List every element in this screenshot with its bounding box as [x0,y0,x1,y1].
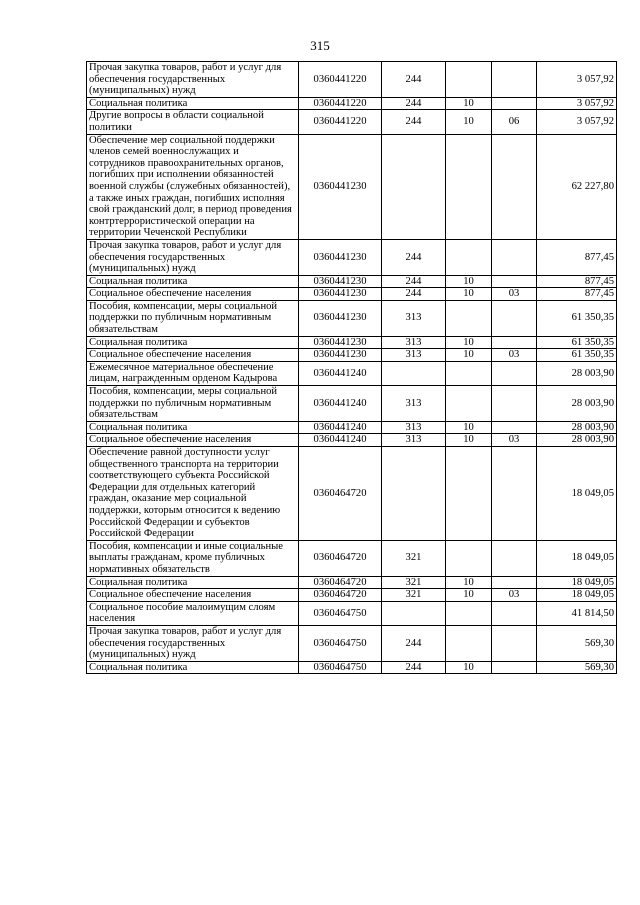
table-row [87,386,617,422]
expense-type-cell [382,601,446,625]
subsection-cell: 03 [492,349,537,362]
expense-type-cell: 313 [382,300,446,336]
amount-cell: 877,45 [537,288,617,301]
name-cell: Социальное обеспечение населения [87,434,299,447]
amount-cell: 61 350,35 [537,349,617,362]
target-code-cell: 0360441240 [299,421,382,434]
expense-type-cell: 321 [382,540,446,576]
section-cell [446,300,492,336]
table-row [87,361,617,385]
target-code-cell: 0360441220 [299,62,382,98]
name-cell: Социальное обеспечение населения [87,589,299,602]
expense-type-cell: 244 [382,625,446,661]
section-cell [446,361,492,385]
name-cell: Прочая закупка товаров, работ и услуг для обеспечения государственных (муниципальных) нужд [87,625,299,661]
amount-cell: 3 057,92 [537,62,617,98]
target-code-cell: 0360441220 [299,97,382,110]
subsection-cell [492,625,537,661]
name-cell: Прочая закупка товаров, работ и услуг для обеспечения государственных (муниципальных) нужд [87,62,299,98]
section-cell [446,540,492,576]
expense-type-cell: 244 [382,661,446,674]
name-cell: Социальная политика [87,421,299,434]
amount-cell: 28 003,90 [537,434,617,447]
table-row [87,625,617,661]
amount-cell: 62 227,80 [537,134,617,239]
subsection-cell [492,386,537,422]
expense-type-cell: 313 [382,349,446,362]
name-cell: Социальная политика [87,336,299,349]
section-cell [446,62,492,98]
amount-cell: 41 814,50 [537,601,617,625]
name-cell: Прочая закупка товаров, работ и услуг для обеспечения государственных (муниципальных) нужд [87,239,299,275]
target-code-cell: 0360464720 [299,540,382,576]
amount-cell: 28 003,90 [537,421,617,434]
amount-cell: 569,30 [537,625,617,661]
name-cell: Другие вопросы в области социальной политики [87,110,299,134]
section-cell: 10 [446,288,492,301]
expense-type-cell: 313 [382,386,446,422]
expense-type-cell: 313 [382,336,446,349]
name-cell: Социальное пособие малоимущим слоям населения [87,601,299,625]
expense-type-cell: 313 [382,421,446,434]
table-row [87,300,617,336]
subsection-cell: 06 [492,110,537,134]
amount-cell: 61 350,35 [537,336,617,349]
expense-type-cell [382,134,446,239]
amount-cell: 28 003,90 [537,386,617,422]
section-cell: 10 [446,589,492,602]
subsection-cell [492,361,537,385]
subsection-cell [492,62,537,98]
table-row [87,540,617,576]
expense-type-cell: 244 [382,288,446,301]
name-cell: Социальная политика [87,576,299,589]
expense-type-cell: 321 [382,589,446,602]
name-cell: Обеспечение равной доступности услуг общественного транспорта на территории соответствующего субъекта Российской Федерации для отдельных категорий граждан, оказание мер социальной поддержки, которым относится к ведению Российской Федерации и субъектов Российской Федерации [87,447,299,541]
subsection-cell [492,601,537,625]
target-code-cell: 0360464720 [299,447,382,541]
subsection-cell [492,134,537,239]
amount-cell: 3 057,92 [537,110,617,134]
target-code-cell: 0360441240 [299,361,382,385]
target-code-cell: 0360441230 [299,349,382,362]
table-row [87,589,617,602]
name-cell: Социальная политика [87,275,299,288]
table-row [87,601,617,625]
name-cell: Пособия, компенсации, меры социальной поддержки по публичным нормативным обязательствам [87,386,299,422]
subsection-cell [492,239,537,275]
budget-table [86,61,617,674]
section-cell: 10 [446,349,492,362]
table-row [87,336,617,349]
expense-type-cell [382,361,446,385]
subsection-cell [492,336,537,349]
target-code-cell: 0360441230 [299,336,382,349]
table-row [87,661,617,674]
expense-type-cell: 244 [382,239,446,275]
section-cell: 10 [446,434,492,447]
section-cell: 10 [446,275,492,288]
table-row [87,447,617,541]
target-code-cell: 0360441230 [299,275,382,288]
section-cell [446,134,492,239]
subsection-cell [492,275,537,288]
subsection-cell [492,661,537,674]
amount-cell: 877,45 [537,275,617,288]
section-cell [446,386,492,422]
budget-table-body [87,62,617,674]
name-cell: Социальная политика [87,97,299,110]
table-row [87,239,617,275]
target-code-cell: 0360441230 [299,300,382,336]
target-code-cell: 0360441230 [299,134,382,239]
section-cell [446,447,492,541]
amount-cell: 18 049,05 [537,540,617,576]
expense-type-cell: 313 [382,434,446,447]
subsection-cell: 03 [492,288,537,301]
table-row [87,421,617,434]
subsection-cell [492,97,537,110]
table-row [87,110,617,134]
name-cell: Ежемесячное материальное обеспечение лицам, награжденным орденом Кадырова [87,361,299,385]
expense-type-cell: 244 [382,97,446,110]
table-row [87,434,617,447]
section-cell [446,625,492,661]
target-code-cell: 0360464720 [299,589,382,602]
expense-type-cell: 244 [382,110,446,134]
target-code-cell: 0360464720 [299,576,382,589]
table-row [87,275,617,288]
section-cell [446,239,492,275]
expense-type-cell [382,447,446,541]
table-row [87,97,617,110]
section-cell: 10 [446,661,492,674]
amount-cell: 18 049,05 [537,576,617,589]
name-cell: Пособия, компенсации, меры социальной поддержки по публичным нормативным обязательствам [87,300,299,336]
table-row [87,288,617,301]
section-cell: 10 [446,110,492,134]
section-cell: 10 [446,421,492,434]
target-code-cell: 0360464750 [299,661,382,674]
target-code-cell: 0360441230 [299,239,382,275]
section-cell: 10 [446,336,492,349]
section-cell [446,601,492,625]
table-row [87,62,617,98]
subsection-cell: 03 [492,434,537,447]
subsection-cell [492,421,537,434]
target-code-cell: 0360464750 [299,601,382,625]
amount-cell: 3 057,92 [537,97,617,110]
amount-cell: 877,45 [537,239,617,275]
name-cell: Социальное обеспечение населения [87,288,299,301]
section-cell: 10 [446,97,492,110]
subsection-cell [492,576,537,589]
expense-type-cell: 244 [382,275,446,288]
target-code-cell: 0360441230 [299,288,382,301]
amount-cell: 28 003,90 [537,361,617,385]
target-code-cell: 0360464750 [299,625,382,661]
table-row [87,349,617,362]
target-code-cell: 0360441240 [299,386,382,422]
target-code-cell: 0360441220 [299,110,382,134]
subsection-cell [492,300,537,336]
section-cell: 10 [446,576,492,589]
amount-cell: 61 350,35 [537,300,617,336]
subsection-cell [492,540,537,576]
amount-cell: 18 049,05 [537,447,617,541]
name-cell: Социальная политика [87,661,299,674]
expense-type-cell: 244 [382,62,446,98]
name-cell: Социальное обеспечение населения [87,349,299,362]
subsection-cell: 03 [492,589,537,602]
name-cell: Обеспечение мер социальной поддержки членов семей военнослужащих и сотрудников правоохранительных органов, погибших при исполнении обязанностей военной службы (служебных обязанностей), а также иных граждан, погибших исполняя свой гражданский долг, в период проведения контртеррористической операции на территории Чеченской Республики [87,134,299,239]
subsection-cell [492,447,537,541]
table-row [87,576,617,589]
table-row [87,134,617,239]
amount-cell: 18 049,05 [537,589,617,602]
target-code-cell: 0360441240 [299,434,382,447]
expense-type-cell: 321 [382,576,446,589]
amount-cell: 569,30 [537,661,617,674]
page-number: 315 [310,38,330,53]
name-cell: Пособия, компенсации и иные социальные выплаты гражданам, кроме публичных нормативных обязательств [87,540,299,576]
